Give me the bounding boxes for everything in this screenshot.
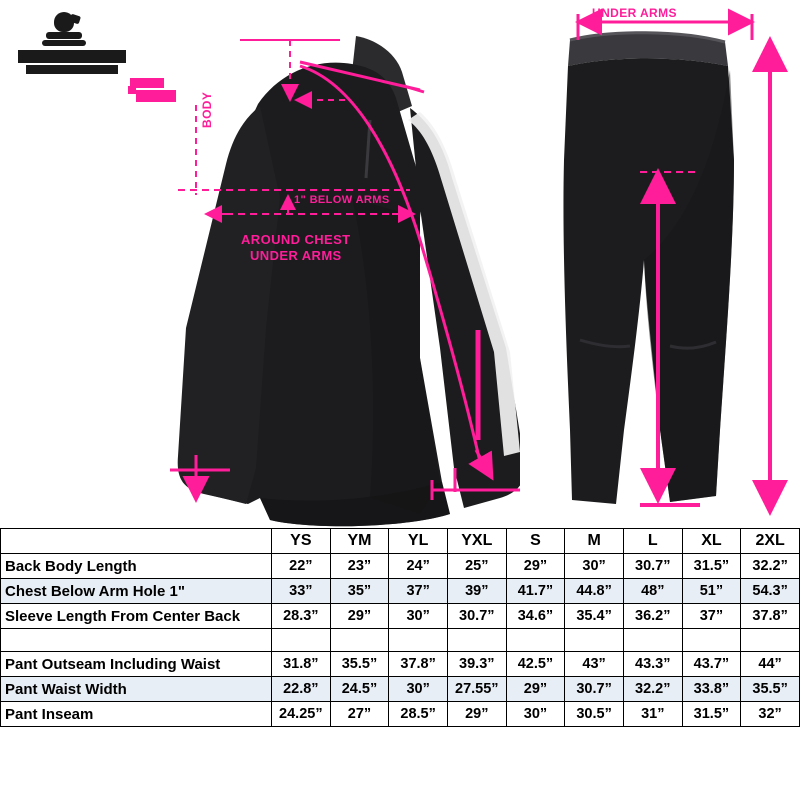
table-header-row [1,529,800,554]
size-header-xl: XL [682,529,741,554]
cell: 39” [447,579,506,604]
cell [682,629,741,652]
cell: 32.2” [623,677,682,702]
cell: 37.8” [389,652,448,677]
cell: 30.7” [565,677,624,702]
size-header-yxl: YXL [447,529,506,554]
cell: 28.3” [272,604,331,629]
cell: 30” [506,702,565,727]
cell: 23” [330,554,389,579]
table-row [1,702,800,727]
row-label: Pant Inseam [1,702,272,727]
cell: 24” [389,554,448,579]
cell: 48” [623,579,682,604]
size-header-ym: YM [330,529,389,554]
size-header-2xl: 2XL [741,529,800,554]
cell [506,629,565,652]
cell: 33” [272,579,331,604]
row-label: Chest Below Arm Hole 1" [1,579,272,604]
cell: 24.5” [330,677,389,702]
row-label [1,629,272,652]
cell: 43.3” [623,652,682,677]
cell: 29” [506,677,565,702]
row-label: Pant Waist Width [1,677,272,702]
cell [447,629,506,652]
cell: 30” [565,554,624,579]
label-below-arms: 1" BELOW ARMS [294,194,390,206]
cell: 41.7” [506,579,565,604]
label-under-arms: UNDER ARMS [250,248,342,263]
cell: 39.3” [447,652,506,677]
cell: 34.6” [506,604,565,629]
cell: 29” [447,702,506,727]
row-label: Back Body Length [1,554,272,579]
cell: 29” [506,554,565,579]
cell: 30” [389,604,448,629]
cell: 30.5” [565,702,624,727]
row-label: Sleeve Length From Center Back [1,604,272,629]
cell: 31.5” [682,554,741,579]
cell: 37” [389,579,448,604]
cell: 32.2” [741,554,800,579]
cell: 44” [741,652,800,677]
label-waist-width: UNDER ARMS [592,6,677,20]
cell [389,629,448,652]
cell: 51” [682,579,741,604]
cell: 43.7” [682,652,741,677]
cell: 30.7” [623,554,682,579]
cell: 31.8” [272,652,331,677]
cell: 32” [741,702,800,727]
cell [330,629,389,652]
cell: 43” [565,652,624,677]
cell: 31” [623,702,682,727]
cell: 44.8” [565,579,624,604]
cell: 42.5” [506,652,565,677]
table-row [1,554,800,579]
table-row [1,579,800,604]
cell: 33.8” [682,677,741,702]
cell: 31.5” [682,702,741,727]
cell: 29” [330,604,389,629]
table-row [1,604,800,629]
cell: 24.25” [272,702,331,727]
cell [565,629,624,652]
cell: 35” [330,579,389,604]
size-chart-table [0,528,800,727]
cell: 35.5” [330,652,389,677]
cell: 28.5” [389,702,448,727]
size-header-yl: YL [389,529,448,554]
cell [741,629,800,652]
table-spacer-row [1,629,800,652]
cell: 27.55” [447,677,506,702]
size-header-ys: YS [272,529,331,554]
cell: 30.7” [447,604,506,629]
label-around-chest: AROUND CHEST [241,232,351,247]
label-body: BODY [200,91,214,128]
row-label: Pant Outseam Including Waist [1,652,272,677]
cell: 35.4” [565,604,624,629]
size-chart-table-wrapper [0,528,800,800]
cell: 27” [330,702,389,727]
cell [272,629,331,652]
size-header-l: L [623,529,682,554]
size-header-m: M [565,529,624,554]
table-row [1,652,800,677]
cell: 35.5” [741,677,800,702]
cell: 37” [682,604,741,629]
cell: 36.2” [623,604,682,629]
cell: 54.3” [741,579,800,604]
cell: 37.8” [741,604,800,629]
cell: 25” [447,554,506,579]
cell: 22” [272,554,331,579]
cell [623,629,682,652]
table-row [1,677,800,702]
corner-cell [1,529,272,554]
size-header-s: S [506,529,565,554]
cell: 30” [389,677,448,702]
cell: 22.8” [272,677,331,702]
